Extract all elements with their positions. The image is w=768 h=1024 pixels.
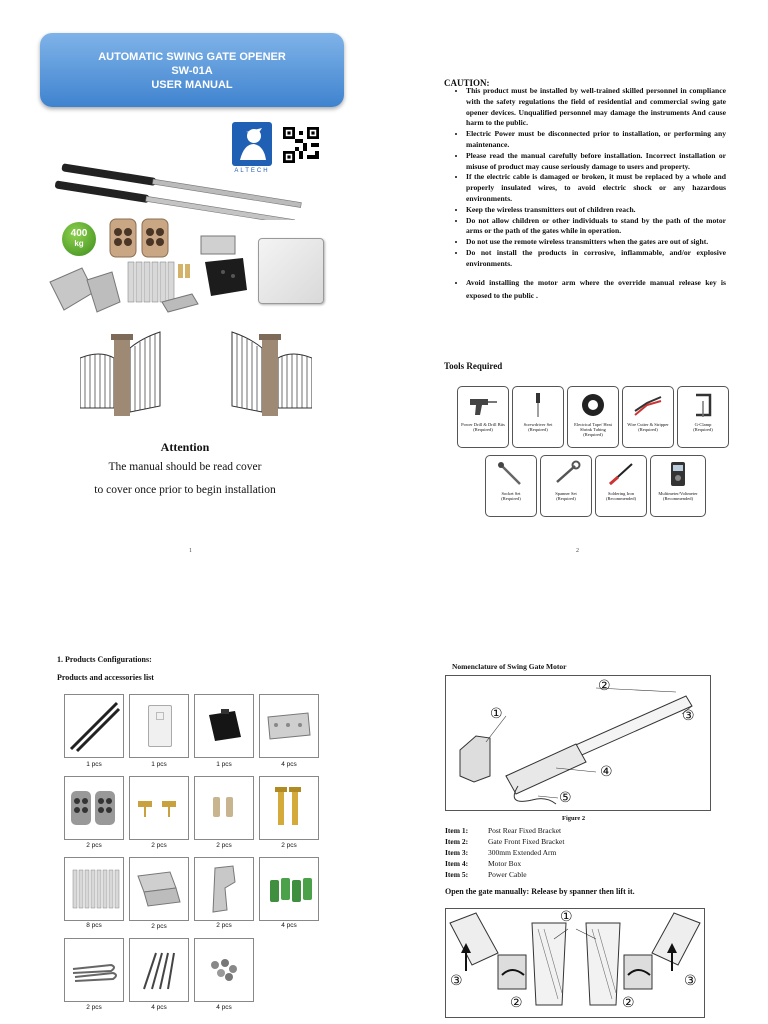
multimeter-icon	[661, 460, 695, 488]
figure-caption: Figure 2	[562, 815, 586, 822]
item-text: Power Cable	[488, 870, 527, 879]
tool-requirement: (Required)	[638, 427, 658, 432]
tool-name: Socket Set	[501, 491, 521, 496]
tool-name: G-Clamp	[694, 422, 712, 427]
tool-requirement: (Required)	[556, 496, 576, 501]
products-list-title: Products and accessories list	[57, 673, 154, 682]
socket-wrench-icon	[494, 460, 528, 488]
tool-socket-set	[485, 455, 537, 517]
nomenclature-item	[445, 858, 564, 869]
pin-icon	[195, 777, 253, 839]
product-release-keys	[129, 776, 189, 840]
cover-title-banner	[40, 33, 344, 107]
tool-name: Soldering Iron	[607, 491, 635, 496]
item-text: 300mm Extended Arm	[488, 848, 557, 857]
key-icon	[130, 777, 188, 839]
swing-gates-image	[80, 328, 312, 420]
item-label: Item 1:	[445, 826, 469, 835]
product-pins	[194, 776, 254, 840]
caution-item: • Avoid installing the motor arm where the override manual release key is exposed to the public .	[466, 276, 726, 302]
product-cotter-pins	[64, 938, 124, 1002]
wall-plug-icon	[260, 858, 318, 920]
cover-title-line2: SW-01A	[171, 65, 213, 77]
release-callout-2-left: ②	[510, 995, 523, 1011]
tool-power-drill	[457, 386, 509, 448]
attention-line2: to cover once prior to begin installation	[94, 484, 276, 496]
caution-list	[452, 86, 726, 302]
tool-name: Wire Cutter & Stripper	[627, 422, 669, 427]
cover-title-line3: USER MANUAL	[151, 79, 233, 91]
nomenclature-title: Nomenclature of Swing Gate Motor	[452, 662, 567, 671]
caution-item: • This product must be installed by well-trained skilled personnel in compliance with the safety regulations the field of residential and commercial swing gate opener devices. Unqualified personnel may damage the instruments And cause harm to the public.	[466, 86, 726, 129]
tool-g-clamp	[677, 386, 729, 448]
callout-4: ④	[600, 764, 613, 780]
tool-requirement: (Required)	[501, 496, 521, 501]
bolt-icon	[260, 777, 318, 839]
tool-name: Screwdriver Set	[523, 422, 553, 427]
product-qty: 8 pcs	[86, 922, 102, 929]
release-diagram	[446, 909, 704, 1017]
black-cover-icon	[195, 695, 253, 757]
drill-icon	[466, 391, 500, 419]
tool-requirement: (Required)	[693, 427, 713, 432]
release-callout-3-left: ③	[450, 973, 463, 989]
item-label: Item 4:	[445, 859, 469, 868]
product-qty: 2 pcs	[216, 842, 232, 849]
callout-2: ②	[598, 678, 611, 694]
product-bolts	[259, 776, 319, 840]
control-box-image	[258, 238, 324, 304]
product-qty: 4 pcs	[281, 761, 297, 768]
product-anchor-screws	[64, 857, 124, 921]
caution-item: • Do not install the products in corrosive, inflammable, and/or explosive environments.	[466, 248, 726, 270]
product-brackets-flat	[129, 857, 189, 921]
tool-multimeter	[650, 455, 706, 517]
tool-name: Electrical Tape/ Heat Shrink Tubing	[574, 422, 612, 432]
product-qty: 2 pcs	[86, 842, 102, 849]
item-text: Gate Front Fixed Bracket	[488, 837, 565, 846]
product-qty: 2 pcs	[151, 842, 167, 849]
product-cover	[194, 694, 254, 758]
product-nuts	[194, 938, 254, 1002]
product-angle-brackets	[194, 857, 254, 921]
caution-item: • Do not allow children or other individuals to stand by the path of the motor arms or the path of the gates while in operation.	[466, 216, 726, 238]
tool-requirement: (Recommended)	[606, 496, 636, 501]
product-qty: 2 pcs	[86, 1004, 102, 1011]
products-section-title: 1. Products Configurations:	[57, 655, 152, 664]
nomenclature-item	[445, 836, 564, 847]
gate-motor-arms-image	[55, 160, 325, 220]
pliers-icon	[631, 391, 665, 419]
nomenclature-item	[445, 847, 564, 858]
callout-5: ⑤	[559, 790, 572, 806]
screw-icon	[130, 939, 188, 1001]
product-wall-plugs	[259, 857, 319, 921]
angle-bracket-icon	[195, 858, 253, 920]
product-motor-arms	[64, 694, 124, 758]
callout-1: ①	[490, 706, 503, 722]
tool-name: Spanner Set	[555, 491, 577, 496]
item-label: Item 5:	[445, 870, 469, 879]
product-qty: 4 pcs	[281, 922, 297, 929]
caution-item: • Do not use the remote wireless transmitters when the gates are out of sight.	[466, 237, 726, 248]
product-control-box	[129, 694, 189, 758]
tool-requirement: (Required)	[583, 432, 603, 437]
product-qty: 4 pcs	[151, 1004, 167, 1011]
qr-code-icon	[283, 127, 319, 163]
motor-diagram-figure	[445, 675, 711, 811]
caution-item: • If the electric cable is damaged or broken, it must be replaced by a whole and properly insulated wires, to avoid electric shock or any hazardous environments.	[466, 172, 726, 204]
item-label: Item 3:	[445, 848, 469, 857]
tool-wire-cutter	[622, 386, 674, 448]
load-capacity-unit: kg	[74, 239, 84, 248]
screwdriver-icon	[521, 391, 555, 419]
tool-screwdriver-set	[512, 386, 564, 448]
tape-roll-icon	[576, 391, 610, 419]
spanner-icon	[549, 460, 583, 488]
screw-bundle-icon	[65, 858, 123, 920]
tool-requirement: (Required)	[528, 427, 548, 432]
product-qty: 1 pcs	[151, 761, 167, 768]
caution-title: CAUTION:	[444, 78, 490, 88]
tool-requirement: (Required)	[473, 427, 493, 432]
page-number-1: 1	[189, 548, 192, 554]
product-qty: 4 pcs	[216, 1004, 232, 1011]
tool-name: Power Drill & Drill Bits	[461, 422, 505, 427]
tool-soldering-iron	[595, 455, 647, 517]
release-diagram-figure	[445, 908, 705, 1018]
release-instruction-title: Open the gate manually: Release by spanner then lift it.	[445, 887, 635, 896]
g-clamp-icon	[686, 391, 720, 419]
product-qty: 1 pcs	[216, 761, 232, 768]
nut-icon	[195, 939, 253, 1001]
attention-title: Attention	[160, 440, 210, 454]
cover-title-line1: AUTOMATIC SWING GATE OPENER	[98, 51, 286, 63]
release-callout-3-right: ③	[684, 973, 697, 989]
brand-name: ALTECH	[234, 168, 270, 174]
bracket-and-cover-image	[195, 232, 255, 302]
product-qty: 1 pcs	[86, 761, 102, 768]
nomenclature-item	[445, 825, 564, 836]
product-remotes	[64, 776, 124, 840]
flat-bracket-icon	[130, 858, 188, 920]
caution-item: • Electric Power must be disconnected prior to installation, or performing any maintenance.	[466, 129, 726, 151]
motor-arm-icon	[65, 695, 123, 757]
tool-spanner-set	[540, 455, 592, 517]
caution-item: • Keep the wireless transmitters out of children reach.	[466, 205, 726, 216]
release-callout-2-right: ②	[622, 995, 635, 1011]
plate-icon	[260, 695, 318, 757]
tools-title: Tools Required	[444, 361, 503, 371]
product-plates	[259, 694, 319, 758]
release-callout-1: ①	[560, 909, 573, 925]
item-text: Post Rear Fixed Bracket	[488, 826, 562, 835]
tool-requirement: (Recommended)	[663, 496, 693, 501]
load-capacity-value: 400	[70, 228, 88, 239]
control-box-icon	[148, 705, 172, 747]
product-long-screws	[129, 938, 189, 1002]
remote-icon	[65, 777, 123, 839]
tool-electrical-tape	[567, 386, 619, 448]
tool-name: Multimeter/Voltmeter	[658, 491, 698, 496]
product-qty: 2 pcs	[216, 922, 232, 929]
soldering-iron-icon	[604, 460, 638, 488]
caution-item: • Please read the manual carefully before installation. Incorrect installation or misuse of product may cause seriously damage to users and property.	[466, 151, 726, 173]
item-text: Motor Box	[488, 859, 522, 868]
page-number-2: 2	[576, 548, 579, 554]
item-label: Item 2:	[445, 837, 469, 846]
motor-diagram	[446, 676, 710, 810]
product-qty: 2 pcs	[281, 842, 297, 849]
nomenclature-items	[445, 825, 564, 880]
nomenclature-item	[445, 869, 564, 880]
callout-3: ③	[682, 708, 695, 724]
cotter-pin-icon	[65, 939, 123, 1001]
product-qty: 2 pcs	[151, 923, 167, 930]
attention-line1: The manual should be read cover	[108, 461, 262, 473]
